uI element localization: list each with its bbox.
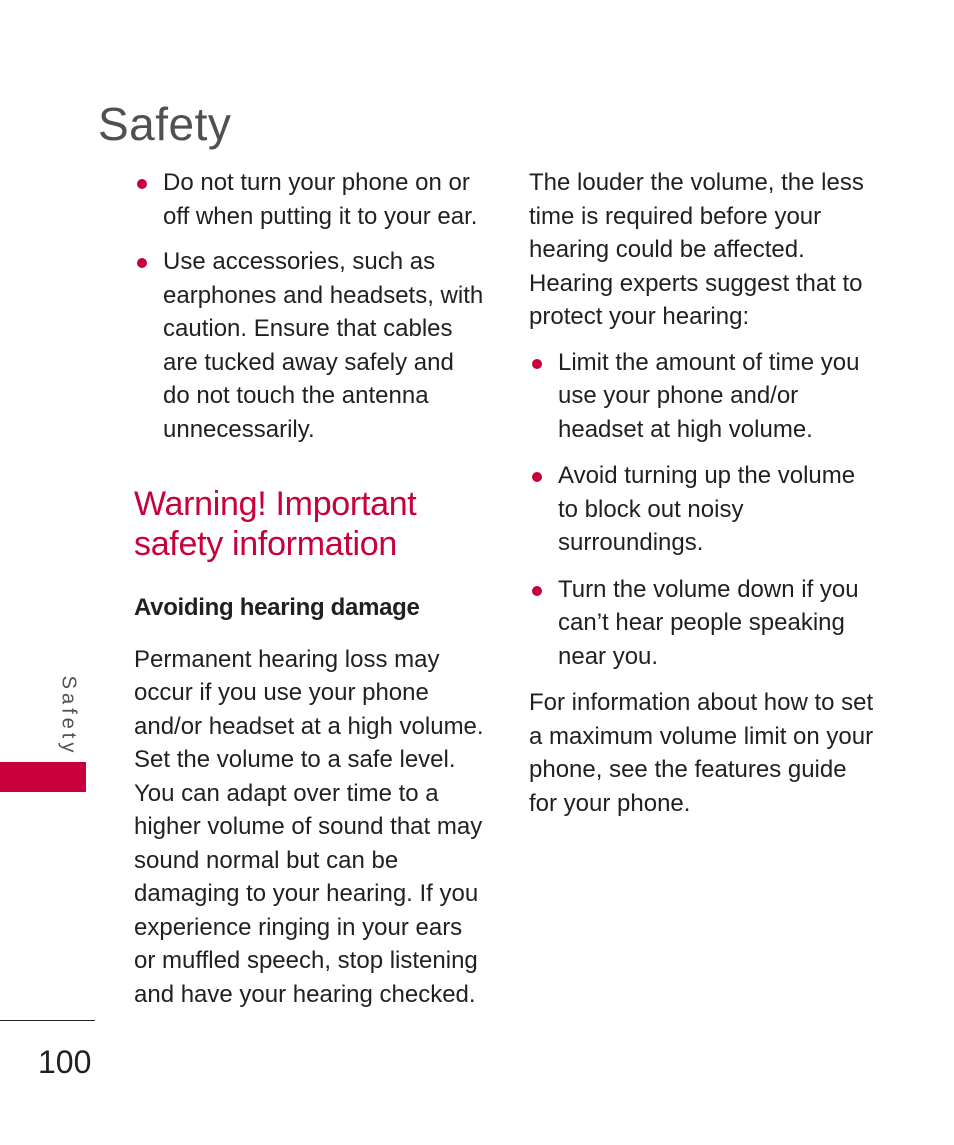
bullet-icon: [532, 586, 542, 596]
intro-paragraph: The louder the volume, the less time is required before your hearing could be affected. Hearing experts suggest that to protect your hearing:: [529, 169, 864, 330]
left-bullet-list: [134, 166, 484, 446]
list-item: [134, 245, 484, 446]
bullet-text: Do not turn your phone on or off when putting it to your ear.: [163, 169, 478, 230]
right-column: [529, 166, 879, 820]
bullet-icon: [137, 179, 147, 189]
bullet-icon: [137, 258, 147, 268]
page-number: 100: [38, 1044, 92, 1080]
right-bullet-list: [529, 346, 879, 674]
footer-divider: [0, 1020, 95, 1021]
bullet-text: Use accessories, such as earphones and headsets, with caution. Ensure that cables are tucked away safely and do not touch the antenna unnecessarily.: [163, 248, 484, 443]
bullet-icon: [532, 472, 542, 482]
list-item: [529, 459, 879, 560]
side-section-label: Safety: [57, 675, 80, 757]
bullet-icon: [532, 359, 542, 369]
bullet-text: Turn the volume down if you can’t hear people speaking near you.: [558, 575, 859, 670]
bullet-text: Avoid turning up the volume to block out noisy surroundings.: [558, 462, 856, 556]
warning-heading: Warning! Important safety information: [134, 485, 417, 563]
list-item: [529, 573, 879, 674]
list-item: [134, 166, 484, 233]
page-title: Safety: [98, 97, 232, 150]
list-item: [529, 346, 879, 447]
section-subheading: Avoiding hearing damage: [134, 594, 420, 621]
hearing-damage-paragraph: Permanent hearing loss may occur if you use your phone and/or headset at a high volume. Set the volume to a safe level. You can adapt over time to a higher volume of sound that may sound normal but can be damaging to your hearing. If you experience ringing in your ears or muffled speech, stop listening and have your hearing checked.: [134, 645, 484, 1008]
left-column: [134, 166, 484, 1011]
outro-paragraph: For information about how to set a maximum volume limit on your phone, see the features guide for your phone.: [529, 689, 874, 817]
section-tab-marker: [0, 762, 86, 792]
bullet-text: Limit the amount of time you use your phone and/or headset at high volume.: [558, 348, 860, 443]
